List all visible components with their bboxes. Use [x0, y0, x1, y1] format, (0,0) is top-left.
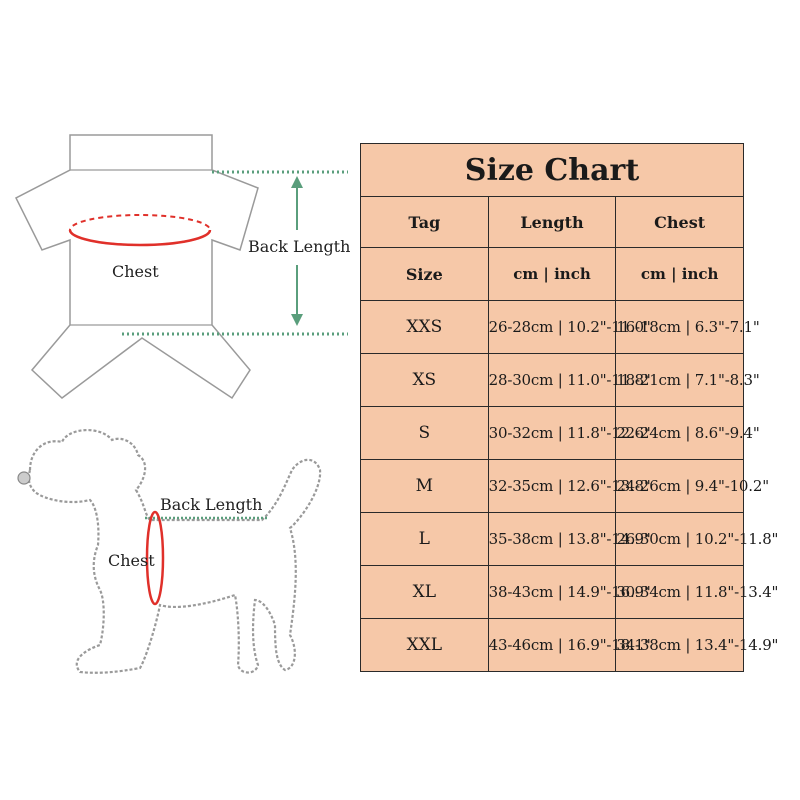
length-cell: 28-30cm | 11.0"-11.8"	[488, 354, 616, 407]
size-cell: L	[361, 513, 489, 566]
table-row	[361, 619, 744, 672]
chest-cell: 26-30cm | 10.2"-11.8"	[616, 513, 744, 566]
length-cell: 30-32cm | 11.8"-12.6"	[488, 407, 616, 460]
arrow-down-icon	[291, 314, 303, 326]
length-cell: 35-38cm | 13.8"-14.9"	[488, 513, 616, 566]
size-chart-title: Size Chart	[361, 144, 744, 197]
table-row	[361, 460, 744, 513]
size-cell: S	[361, 407, 489, 460]
table-row	[361, 513, 744, 566]
dog-nose-icon	[18, 472, 30, 484]
length-column-header: Length	[488, 197, 616, 248]
chest-cell: 16-18cm | 6.3"-7.1"	[616, 301, 744, 354]
dog-back-length-label: Back Length	[160, 495, 263, 514]
chest-cell: 30-34cm | 11.8"-13.4"	[616, 566, 744, 619]
size-cell: M	[361, 460, 489, 513]
table-row	[361, 354, 744, 407]
shirt-chest-label: Chest	[112, 262, 159, 281]
chest-cell: 24-26cm | 9.4"-10.2"	[616, 460, 744, 513]
size-chart-table	[360, 143, 779, 672]
size-cell: XL	[361, 566, 489, 619]
shirt-diagram	[16, 135, 350, 398]
length-cell: 43-46cm | 16.9"-18.1"	[488, 619, 616, 672]
dog-diagram	[18, 430, 320, 673]
length-units-header: cm | inch	[488, 248, 616, 301]
table-row	[361, 566, 744, 619]
shirt-back-length-label: Back Length	[248, 237, 351, 256]
length-cell: 26-28cm | 10.2"-11.0"	[488, 301, 616, 354]
dog-chest-label: Chest	[108, 551, 155, 570]
arrow-up-icon	[291, 176, 303, 188]
chest-cell: 18-21cm | 7.1"-8.3"	[616, 354, 744, 407]
chest-cell: 22-24cm | 8.6"-9.4"	[616, 407, 744, 460]
size-cell: XXS	[361, 301, 489, 354]
measurement-illustration	[0, 0, 360, 800]
chest-column-header: Chest	[616, 197, 744, 248]
tag-header-bottom: Size	[361, 248, 489, 301]
table-row	[361, 407, 744, 460]
dog-outline	[29, 430, 320, 673]
length-cell: 38-43cm | 14.9"-16.9"	[488, 566, 616, 619]
chest-cell: 34-38cm | 13.4"-14.9"	[616, 619, 744, 672]
tag-header-top: Tag	[361, 197, 489, 248]
size-cell: XS	[361, 354, 489, 407]
size-cell: XXL	[361, 619, 489, 672]
table-row	[361, 301, 744, 354]
length-cell: 32-35cm | 12.6"-13.8"	[488, 460, 616, 513]
chest-units-header: cm | inch	[616, 248, 744, 301]
